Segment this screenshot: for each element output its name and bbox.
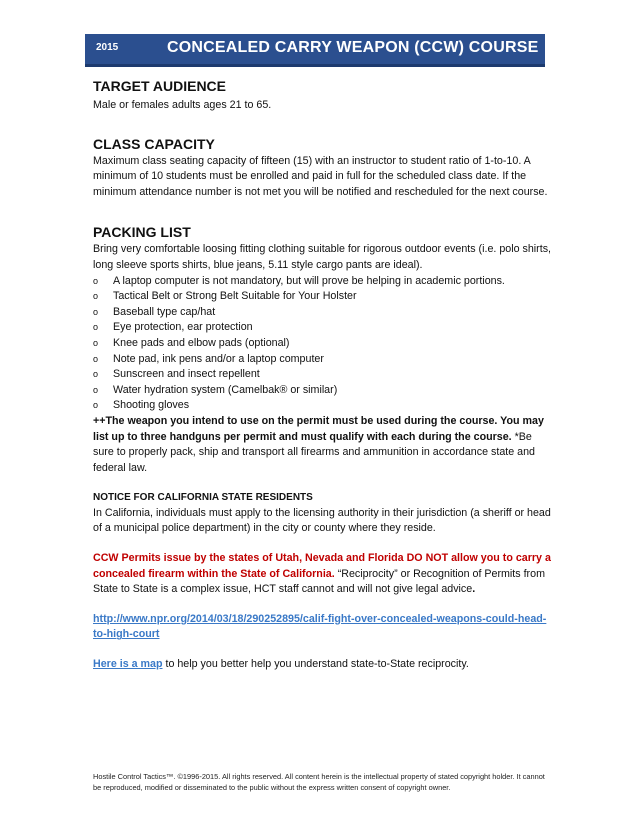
header-title: CONCEALED CARRY WEAPON (CCW) COURSE [167, 39, 539, 56]
bullet-icon: o [93, 322, 99, 333]
bullet-icon: o [93, 369, 99, 380]
copyright-footer: Hostile Control Tactics™. ©1996-2015. All rights reserved. All content herein is the intellectual property of stated copyright holder. It cannot be reproduced, modified or disseminated to the public without the express written consent of copyright owner. [93, 772, 545, 792]
list-item-text: Water hydration system (Camelbak® or similar) [113, 383, 338, 396]
bullet-icon: o [93, 337, 99, 348]
ccw-permits-paragraph [93, 551, 553, 598]
bullet-icon: o [93, 275, 99, 286]
list-item [93, 320, 553, 336]
list-item-text: Knee pads and elbow pads (optional) [113, 336, 290, 349]
list-item [93, 398, 553, 414]
bullet-icon: o [93, 384, 99, 395]
list-item [93, 289, 553, 305]
weapon-note-bold: ++The weapon you intend to use on the permit must be used during the course. You may list up to three handguns per permit and must qualify with each during the course. [93, 414, 544, 443]
list-item-text: Note pad, ink pens and/or a laptop computer [113, 352, 324, 365]
header-year: 2015 [96, 42, 119, 53]
target-audience-text: Male or females adults ages 21 to 65. [93, 99, 272, 111]
ccw-permits-warning: CCW Permits issue by the states of Utah, Nevada and Florida DO NOT allow you to carry a concealed firearm within the State of California. [93, 552, 551, 580]
map-rest-text: to help you better help you understand state-to-State reciprocity. [162, 658, 469, 671]
california-notice-heading: NOTICE FOR CALIFORNIA STATE RESIDENTS [93, 492, 313, 504]
list-item-text: Sunscreen and insect repellent [113, 368, 260, 381]
npr-article-link[interactable]: http://www.npr.org/2014/03/18/290252895/calif-fight-over-concealed-weapons-could-head-to-high-court [93, 612, 547, 641]
map-paragraph [93, 657, 553, 673]
class-capacity-section [93, 136, 553, 201]
list-item [93, 274, 553, 290]
list-item [93, 383, 553, 399]
bullet-icon: o [93, 291, 99, 302]
document-body [93, 78, 553, 673]
weapon-note [93, 414, 553, 476]
packing-list-section [93, 224, 553, 476]
header-banner [85, 34, 545, 67]
list-item-text: Tactical Belt or Strong Belt Suitable for Your Holster [113, 290, 357, 303]
list-item [93, 336, 553, 352]
packing-list-heading: PACKING LIST [93, 224, 191, 241]
target-audience-heading: TARGET AUDIENCE [93, 78, 226, 94]
target-audience-section [93, 78, 553, 114]
packing-list-intro: Bring very comfortable loosing fitting clothing suitable for rigorous outdoor events (i.e. polo shirts, long sleeve sports shirts, blue jeans, 5.11 style cargo pants are ideal). [93, 243, 552, 271]
ccw-permits-period: . [472, 583, 476, 596]
bullet-icon: o [93, 353, 99, 364]
list-item-text: A laptop computer is not mandatory, but will prove be helping in academic portions. [113, 274, 505, 287]
list-item-text: Shooting gloves [113, 399, 190, 412]
class-capacity-text: Maximum class seating capacity of fifteen (15) with an instructor to student ratio of 1-to-10. A minimum of 10 students must be enrolled and paid in full for the scheduled class date. If the minimum attendance number is not met you will be notified and rescheduled for the next course. [93, 154, 548, 198]
list-item-text: Baseball type cap/hat [113, 305, 216, 318]
list-item [93, 352, 553, 368]
bullet-icon: o [93, 306, 99, 317]
reciprocity-map-link[interactable]: Here is a map [93, 658, 163, 671]
list-item-text: Eye protection, ear protection [113, 321, 253, 334]
california-notice-text: In California, individuals must apply to the licensing authority in their jurisdiction (a sheriff or head of a municipal police department) in the city or county where they reside. [93, 506, 551, 535]
ccw-permits-rest: “Reciprocity” or Recognition of Permits from State to State is a complex issue, HCT staff cannot and will not give legal advice [93, 567, 545, 596]
bullet-icon: o [93, 400, 99, 411]
class-capacity-heading: CLASS CAPACITY [93, 135, 215, 152]
packing-list [93, 274, 553, 414]
weapon-note-rest: *Be sure to properly pack, ship and transport all firearms and ammunition in accordance state and federal law. [93, 430, 535, 474]
list-item [93, 305, 553, 321]
list-item [93, 367, 553, 383]
npr-link-paragraph [93, 612, 553, 643]
